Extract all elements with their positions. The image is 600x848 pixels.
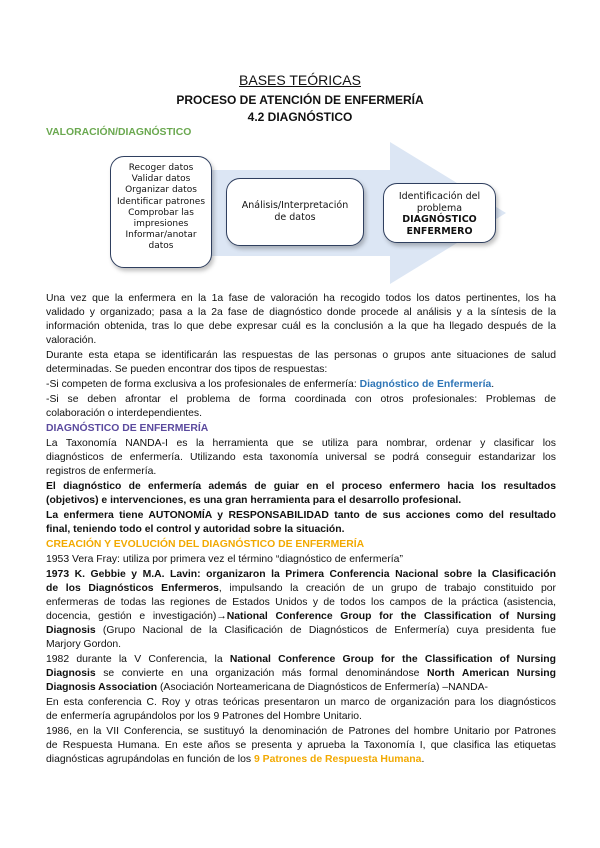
page-subtitle: PROCESO DE ATENCIÓN DE ENFERMERÍA	[176, 93, 424, 107]
diagram-text: problema	[416, 202, 463, 214]
diagram-text: datos	[148, 241, 174, 252]
paragraph-line: Diagnosis Association (Asociación Norteamericana de Diagnósticos de Enfermería) –NANDA-	[46, 682, 488, 693]
paragraph-line: Durante esta etapa se identificarán las respuestas de las personas o grupos ante situaciones de salud	[46, 350, 556, 361]
paragraph-line: 1986, en la VII Conferencia, se sustituyó la denominación de Patrones del hombre Unitario por Patrones	[46, 726, 556, 737]
paragraph-line: colaboración o interdependientes.	[46, 408, 202, 419]
paragraph-line: Marjory Gordon.	[46, 639, 122, 650]
paragraph-line: Diagnosis (Grupo Nacional de la Clasificación de Diagnósticos de Enfermería) cuya presidenta fue	[46, 625, 556, 636]
diagram-text: Identificar patrones	[116, 196, 206, 207]
paragraph-line: valoración.	[46, 335, 97, 346]
paragraph-line: de los Diagnósticos Enfermeros, impulsando la creación de un grupo de trabajo constituido por	[46, 583, 556, 594]
section-heading-nursing-diagnosis: DIAGNÓSTICO DE ENFERMERÍA	[46, 423, 209, 434]
diagram-text: Validar datos	[131, 174, 191, 185]
diagram-text: Análisis/Interpretación	[241, 200, 349, 211]
paragraph-line: El diagnóstico de enfermería además de guiar en el proceso enfermero hacia los resultados	[46, 481, 556, 492]
section-heading: VALORACIÓN/DIAGNÓSTICO	[46, 127, 192, 138]
paragraph-line: validado y organizado; pasa a la 2a fase de diagnóstico donde procede al análisis y a la síntesis de la	[46, 307, 556, 318]
diagram-text: impresiones	[133, 219, 189, 230]
paragraph-line: de enfermería agrupándolos por los 9 Patrones del Hombre Unitario.	[46, 711, 362, 722]
diagram-text: Comprobar las	[128, 207, 194, 218]
diagram-text: Recoger datos	[128, 163, 194, 173]
diagram-text: de datos	[274, 212, 316, 223]
paragraph-line: Una vez que la enfermera en la 1a fase de valoración ha recogido todos los datos pertinentes, los ha	[46, 293, 556, 304]
paragraph-line: de Respuesta Humana. En este años se presenta y aprueba la Taxonomía I, que clasifica las etiquetas	[46, 740, 556, 751]
paragraph-line: registros de enfermería.	[46, 466, 157, 477]
paragraph-line: determinadas. Se pueden encontrar dos tipos de respuestas:	[46, 364, 328, 375]
diagram-text: Identificación del	[398, 191, 481, 202]
paragraph-line: -Si competen de forma exclusiva a los profesionales de enfermería: Diagnóstico de Enfermería.	[46, 379, 495, 390]
paragraph-line: final, teniendo todo el control y autoridad sobre la situación.	[46, 524, 345, 535]
diagram-text: ENFERMERO	[406, 225, 473, 237]
diagram-text: Organizar datos	[125, 185, 197, 196]
paragraph-line: 1953 Vera Fray: utiliza por primera vez el término “diagnóstico de enfermería”	[46, 554, 403, 565]
paragraph-line: diagnósticos de enfermería. Utilizando esta taxonomía universal se podrá conseguir estandarizar los	[46, 452, 556, 463]
paragraph-line: La enfermera tiene AUTONOMÍA y RESPONSABILIDAD tanto de sus acciones como del resultado	[46, 510, 556, 521]
paragraph-line: La Taxonomía NANDA-I es la herramienta que se utiliza para nombrar, ordenar y clasificar los	[46, 438, 556, 449]
page-title: BASES TEÓRICAS	[239, 72, 361, 88]
paragraph-line: 1982 durante la V Conferencia, la National Conference Group for the Classification of Nursing	[46, 654, 556, 665]
section-heading-evolution: CREACIÓN Y EVOLUCIÓN DEL DIAGNÓSTICO DE ENFERMERÍA	[46, 539, 365, 550]
patterns-term: 9 Patrones de Respuesta Humana	[253, 754, 422, 765]
paragraph-line: Diagnosis se convierte en una organización más formal denominándose North American Nursing	[46, 668, 556, 679]
paragraph-line: enfermeras de todas las regiones de Estados Unidos y de todos los campos de la práctica (asistencia,	[46, 597, 556, 608]
paragraph-line: (objetivos) e intervenciones, es una gran herramienta para el desarrollo profesional.	[46, 495, 462, 506]
diagram-text: Informar/anotar	[125, 230, 197, 241]
paragraph-line: -Si se deben afrontar el problema de forma coordinada con otros profesionales: Problemas de	[46, 394, 556, 405]
section-number: 4.2 DIAGNÓSTICO	[247, 110, 353, 124]
paragraph-line: 1973 K. Gebbie y M.A. Lavin: organizaron la Primera Conferencia Nacional sobre la Clasificación	[46, 569, 556, 580]
diagnosis-term-link: Diagnóstico de Enfermería	[359, 379, 492, 390]
diagram-text: DIAGNÓSTICO	[402, 214, 477, 225]
paragraph-line: En esta conferencia C. Roy y otras teóricas presentaron un marco de organización para los diagnósticos	[46, 697, 556, 708]
paragraph-line: diagnósticas agrupándolas en función de los 9 Patrones de Respuesta Humana.	[46, 754, 425, 765]
diagram-box-diagnosis	[383, 183, 496, 243]
paragraph-line: información obtenida, tras lo que debe expresar cuál es la conclusión a la que ha llegado después de la	[46, 321, 556, 332]
diagram-box-analysis	[226, 178, 364, 246]
paragraph-line: docencia, gestión e investigación)→National Conference Group for the Classification of Nursing	[46, 611, 556, 622]
diagram-box-data-collection	[110, 156, 212, 268]
